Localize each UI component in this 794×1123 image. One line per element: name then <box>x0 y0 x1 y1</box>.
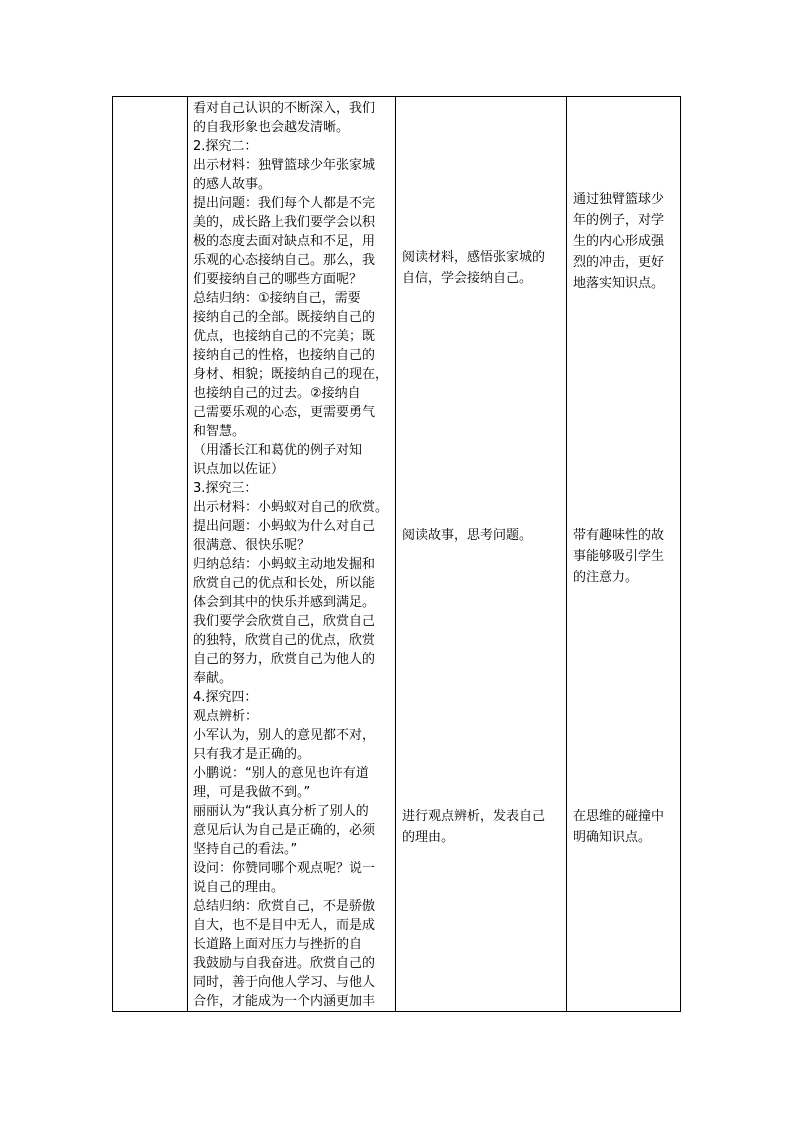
design-intent-note <box>573 525 675 588</box>
text-line: 3.探究三： <box>193 481 258 496</box>
text-line: 事能够吸引学生 <box>573 549 665 564</box>
text-line: 总结归纳：①接纳自己，需要 <box>193 291 361 306</box>
student-activity-note <box>402 525 561 546</box>
text-line: 我们要学会欣赏自己，欣赏自己 <box>193 614 376 629</box>
text-line: 坚持自己的看法。” <box>193 842 298 857</box>
table-row <box>113 97 681 1012</box>
text-line: 明确知识点。 <box>573 830 652 845</box>
student-activity-cell <box>396 97 567 1012</box>
text-line: 4.探究四： <box>193 690 258 705</box>
text-line: 阅读故事，思考问题。 <box>402 528 533 543</box>
text-line: 总结归纳：欣赏自己，不是骄傲 <box>193 899 376 914</box>
text-line: 小军认为，别人的意见都不对， <box>193 728 376 743</box>
text-line: 观点辨析： <box>193 709 259 724</box>
text-line: 归纳总结：小蚂蚁主动地发掘和 <box>193 557 376 572</box>
text-line: 欣赏自己的优点和长处，所以能 <box>193 576 376 591</box>
text-line: 出示材料：独臂篮球少年张家城 <box>193 158 376 173</box>
text-line: 识点加以佐证） <box>193 462 285 477</box>
text-line: 身材、相貌；既接纳自己的现在， <box>193 367 389 382</box>
text-line: 自信，学会接纳自己。 <box>402 271 533 286</box>
lesson-plan-table <box>112 96 681 1012</box>
text-line: 意见后认为自己是正确的，必须 <box>193 823 376 838</box>
text-line: 很满意、很快乐呢？ <box>193 538 311 553</box>
text-line: 也接纳自己的过去。②接纳自 <box>193 386 361 401</box>
text-line: 提出问题：小蚂蚁为什么对自己 <box>193 519 376 534</box>
text-line: 的自我形象也会越发清晰。 <box>193 120 350 135</box>
text-line: 通过独臂篮球少 <box>573 192 665 207</box>
text-line: 丽丽认为“我认真分析了别人的 <box>193 804 369 819</box>
text-line: 们要接纳自己的哪些方面呢？ <box>193 272 363 287</box>
text-line: 长道路上面对压力与挫折的自 <box>193 937 363 952</box>
text-line: 出示材料：小蚂蚁对自己的欣赏。 <box>193 500 389 515</box>
text-line: 自大，也不是目中无人，而是成 <box>193 918 376 933</box>
text-line: 同时，善于向他人学习、与他人 <box>193 975 376 990</box>
text-line: 生的内心形成强 <box>573 234 665 249</box>
text-line: 只有我才是正确的。 <box>193 747 311 762</box>
text-line: 小鹏说：“别人的意见也许有道 <box>193 766 369 781</box>
text-line: 接纳自己的性格，也接纳自己的 <box>193 348 376 363</box>
teacher-activity-cell <box>188 97 396 1012</box>
text-line: 看对自己认识的不断深入，我们 <box>193 101 376 116</box>
text-line: 设问：你赞同哪个观点呢？说一 <box>193 861 376 876</box>
text-line: 年的例子，对学 <box>573 213 665 228</box>
text-line: 的理由。 <box>402 830 455 845</box>
text-line: 带有趣味性的故 <box>573 528 665 543</box>
text-line: 的感人故事。 <box>193 177 272 192</box>
student-activity-note <box>402 247 561 289</box>
design-intent-cell <box>567 97 681 1012</box>
text-line: 2.探究二： <box>193 139 258 154</box>
text-line: 乐观的心态接纳自己。那么，我 <box>193 253 376 268</box>
text-line: 的独特，欣赏自己的优点，欣赏 <box>193 633 376 648</box>
text-line: 己需要乐观的心态，更需要勇气 <box>193 405 376 420</box>
text-line: 烈的冲击，更好 <box>573 255 665 270</box>
empty-cell <box>113 97 188 1012</box>
text-line: 理，可是我做不到。” <box>193 785 311 800</box>
text-line: 合作，才能成为一个内涵更加丰 <box>193 994 376 1009</box>
text-line: 体会到其中的快乐并感到满足。 <box>193 595 376 610</box>
text-line: 提出问题：我们每个人都是不完 <box>193 196 376 211</box>
text-line: 自己的努力，欣赏自己为他人的 <box>193 652 376 667</box>
text-line: 我鼓励与自我奋进。欣赏自己的 <box>193 956 376 971</box>
text-line: 美的，成长路上我们要学会以积 <box>193 215 376 230</box>
text-line: 阅读材料，感悟张家城的 <box>402 250 546 265</box>
text-line: 接纳自己的全部。既接纳自己的 <box>193 310 376 325</box>
text-line: 地落实知识点。 <box>573 276 665 291</box>
text-line: （用潘长江和葛优的例子对知 <box>193 443 363 458</box>
design-intent-note <box>573 189 675 294</box>
text-line: 进行观点辨析，发表自己 <box>402 809 546 824</box>
text-line: 奉献。 <box>193 671 233 686</box>
design-intent-note <box>573 806 675 848</box>
text-line: 优点，也接纳自己的不完美；既 <box>193 329 376 344</box>
text-line: 的注意力。 <box>573 570 639 585</box>
text-line: 和智慧。 <box>193 424 246 439</box>
student-activity-note <box>402 806 561 848</box>
teacher-activity-text <box>188 97 395 1011</box>
text-line: 说自己的理由。 <box>193 880 285 895</box>
text-line: 在思维的碰撞中 <box>573 809 665 824</box>
text-line: 极的态度去面对缺点和不足，用 <box>193 234 376 249</box>
